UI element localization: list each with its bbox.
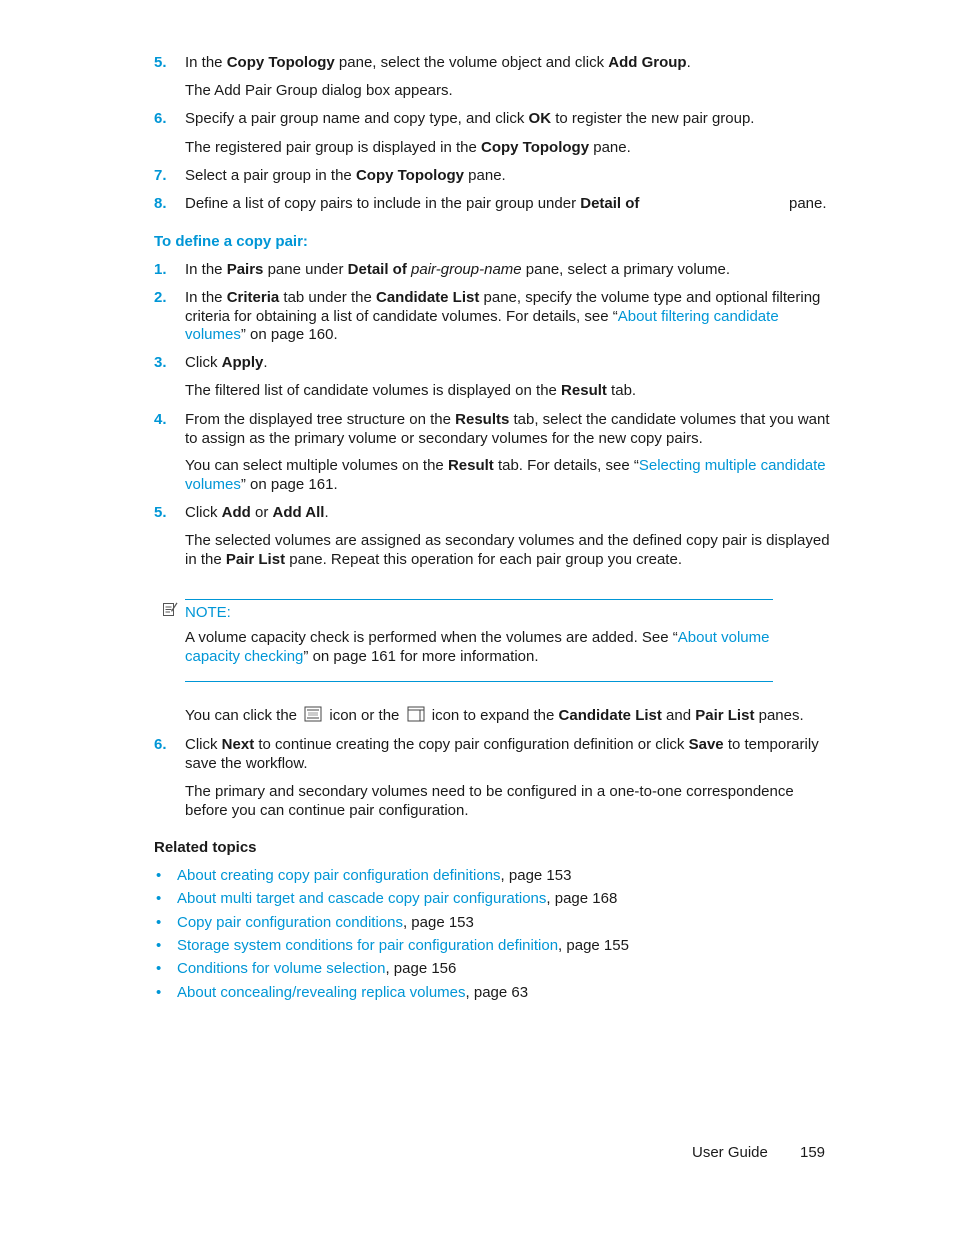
step-8-tail: pane. [789, 195, 827, 212]
footer-page-number: 159 [800, 1144, 826, 1161]
related-link[interactable]: Conditions for volume selection [177, 960, 386, 977]
related-topics-heading: Related topics [154, 839, 257, 856]
step-number: 6. [154, 736, 167, 753]
define-copy-pair-heading: To define a copy pair: [154, 233, 308, 250]
step-text: Click Add or Add All. [185, 504, 329, 521]
step-text: Select a pair group in the Copy Topology pane. [185, 167, 506, 184]
bullet-dot: • [156, 937, 162, 954]
step-6-result: The registered pair group is displayed in the Copy Topology pane. [185, 139, 631, 156]
bullet-dot: • [156, 984, 162, 1001]
step-text: In the Pairs pane under Detail of pair-group-name pane, select a primary volume. [185, 261, 731, 278]
step-text: Specify a pair group name and copy type, and click OK to register the new pair group. [185, 110, 755, 127]
step-5-result: The Add Pair Group dialog box appears. [185, 82, 453, 99]
link-about-volume-capacity-checking[interactable]: About volume capacity checking [185, 629, 770, 665]
bullet-dot: • [156, 890, 162, 907]
note-icon [162, 601, 178, 617]
document-page: 5. In the Copy Topology pane, select the volume object and click Add Group. The Add Pair Group dialog box appears. 6. Specify a pair group name and copy type, and click OK to register the new pair group. The registered pair group is displayed in the Copy Topology pane. 7. Select a pair group in the Copy Topology pane. 8. Define a list of copy pairs to include in the pair group under Detail of pane. To define a copy pair: 1. In the Pairs pane under Detail of pair-group-name pane, select a primary volume. 2. In the Criteria tab under the Candidate List pane, specify the volume type and optional filtering criteria for obtaining a list of candidate volumes. For details, see “About filtering candidate volumes” on page 160. 3. Click Apply. The filtered list of candidate volumes is displayed on the Result tab. 4. From the displayed tree structure on the Results tab, select the candidate volumes that you want to assign as the primary volume or secondary volumes for the new copy pairs. You can select multiple volumes on the Result tab. For details, see “Selecting multiple candidate volumes” on page 161. 5. Click Add or Add All. The selected volumes are assigned as secondary volumes and the defined copy pair is displayed in the Pair List pane. Repeat this operation for each pair group you create. NOTE: A volume capacity check is performed when the volumes are added. See “About volume capacity checking” on page 161 for more information. You can click the icon or the icon to expand the Candidate List and Pair List panes. 6. Click Next to continue creating the copy pair configuration definition or click Save to temporarily save the workflow. The primary and secondary volumes need to be configured in a one-to-one correspondence before you can continue pair configuration. Related topics • About creating copy pair configuration definitions, page 153 • About multi target and cascade copy pair configurations, page 168 • Copy pair configuration conditions, page 153 • Storage system conditions for pair configuration definition, page 155 • Conditions for volume selection, page 156 • About concealing/revealing replica volumes, page 63 User Guide 159 [154, 54, 830, 1161]
link-about-filtering-candidate-volumes[interactable]: About filtering candidate volumes [185, 307, 779, 343]
step-number: 7. [154, 167, 167, 184]
step-text: In the Copy Topology pane, select the volume object and click Add Group. [185, 54, 691, 71]
related-link[interactable]: About creating copy pair configuration definitions [177, 867, 501, 884]
note-label: NOTE: [185, 604, 231, 621]
step-number: 2. [154, 289, 167, 306]
footer-guide-title: User Guide [692, 1144, 768, 1161]
step-number: 1. [154, 261, 167, 278]
step-number: 4. [154, 411, 167, 428]
expand-icons-paragraph: You can click the icon or the icon to expand the Candidate List and Pair List panes. [185, 707, 804, 724]
step-text: Click Next to continue creating the copy pair configuration definition or click Save to temporarily save the workflow. [185, 736, 819, 772]
note-bottom-rule [185, 681, 773, 682]
step-number: 3. [154, 354, 167, 371]
bullet-dot: • [156, 867, 162, 884]
define-step-6-detail: The primary and secondary volumes need to be configured in a one-to-one correspondence before you can continue pair configuration. [185, 783, 794, 819]
step-text: Click Apply. [185, 354, 268, 371]
define-step-3-result: The filtered list of candidate volumes is displayed on the Result tab. [185, 382, 637, 399]
define-step-5-result: The selected volumes are assigned as secondary volumes and the defined copy pair is displayed in the Pair List pane. Repeat this operation for each pair group you create. [185, 532, 830, 568]
related-link[interactable]: About concealing/revealing replica volumes [177, 984, 466, 1001]
step-number: 8. [154, 195, 167, 212]
bullet-dot: • [156, 960, 162, 977]
note-text: A volume capacity check is performed when the volumes are added. See “About volume capacity checking” on page 161 for more information. [185, 629, 770, 665]
step-number: 5. [154, 54, 167, 71]
expand-horizontal-icon [407, 706, 425, 722]
note-top-rule [185, 599, 773, 600]
related-link[interactable]: Storage system conditions for pair configuration definition [177, 937, 559, 954]
step-number: 6. [154, 110, 167, 127]
related-link[interactable]: Copy pair configuration conditions [177, 914, 403, 931]
step-text: Define a list of copy pairs to include in the pair group under Detail of [185, 195, 640, 212]
bullet-dot: • [156, 914, 162, 931]
step-number: 5. [154, 504, 167, 521]
link-selecting-multiple-candidate-volumes[interactable]: Selecting multiple candidate volumes [185, 457, 826, 493]
step-text: From the displayed tree structure on the Results tab, select the candidate volumes that you want to assign as the primary volume or secondary volumes for the new copy pairs. [185, 411, 830, 447]
expand-vertical-icon [304, 706, 322, 722]
define-step-4-detail: You can select multiple volumes on the Result tab. For details, see “Selecting multiple candidate volumes” on page 161. [185, 457, 826, 493]
related-link[interactable]: About multi target and cascade copy pair configurations [177, 890, 547, 907]
step-text: In the Criteria tab under the Candidate List pane, specify the volume type and optional filtering criteria for obtaining a list of candidate volumes. For details, see “About filtering candidate volumes” on page 160. [185, 289, 821, 343]
